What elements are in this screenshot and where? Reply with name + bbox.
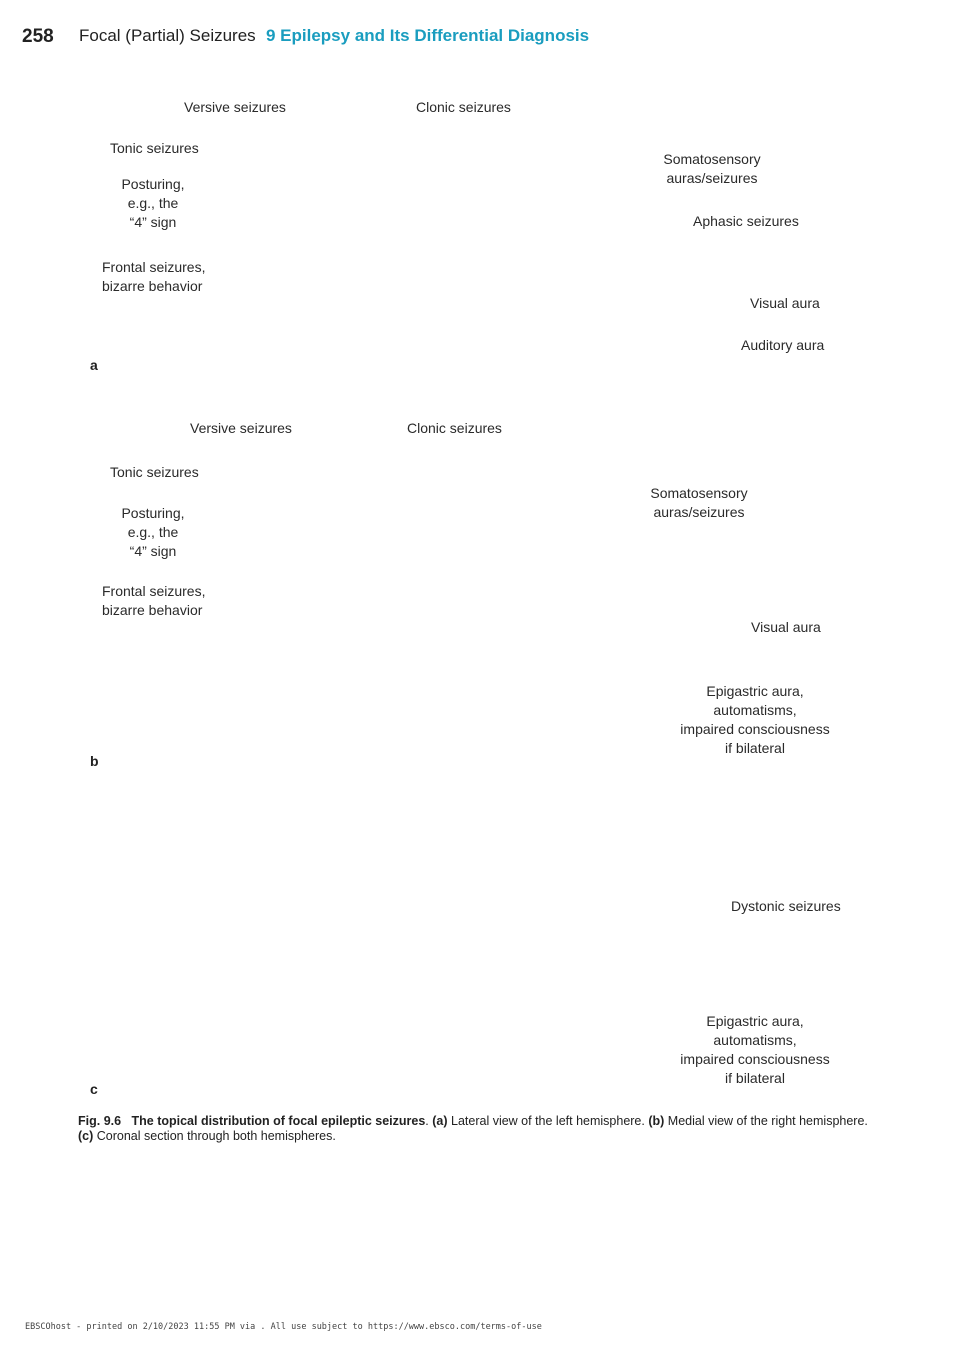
figure-title: The topical distribution of focal epileptic seizures	[131, 1114, 426, 1128]
caption-a-text: Lateral view of the left hemisphere.	[447, 1114, 649, 1128]
label-versive-seizures: Versive seizures	[190, 420, 292, 436]
label-line: Epigastric aura,	[706, 1013, 804, 1029]
figure-caption: Fig. 9.6 The topical distribution of focal epileptic seizures. (a) Lateral view of the left hemisphere. (b) Medial view of the right hemisphere. (c) Coronal section through both hemispheres.	[78, 1114, 868, 1143]
label-epigastric-aura	[670, 682, 840, 758]
label-versive-seizures: Versive seizures	[184, 99, 286, 115]
label-frontal-seizures	[102, 258, 205, 296]
label-tonic-seizures: Tonic seizures	[110, 140, 199, 156]
label-line: Somatosensory	[663, 151, 761, 167]
label-line: Posturing,	[121, 176, 185, 192]
label-line: automatisms,	[713, 702, 797, 718]
label-line: Epigastric aura,	[706, 683, 804, 699]
label-line: bizarre behavior	[102, 278, 203, 294]
label-posturing	[103, 504, 203, 561]
label-epigastric-aura	[670, 1012, 840, 1088]
label-somatosensory	[652, 150, 772, 188]
label-line: if bilateral	[725, 740, 785, 756]
label-line: impaired consciousness	[680, 1051, 830, 1067]
label-line: Somatosensory	[650, 485, 748, 501]
label-aphasic-seizures: Aphasic seizures	[693, 213, 799, 229]
label-tonic-seizures: Tonic seizures	[110, 464, 199, 480]
label-dystonic-seizures: Dystonic seizures	[731, 898, 841, 914]
chapter-title: 9 Epilepsy and Its Differential Diagnosis	[266, 26, 590, 45]
caption-a-label: (a)	[432, 1114, 448, 1128]
label-line: auras/seizures	[666, 170, 758, 186]
label-clonic-seizures: Clonic seizures	[407, 420, 502, 436]
label-visual-aura: Visual aura	[750, 295, 820, 311]
panel-letter-c: c	[90, 1081, 98, 1097]
label-posturing	[103, 175, 203, 232]
label-line: bizarre behavior	[102, 602, 203, 618]
caption-c-label: (c)	[78, 1129, 94, 1143]
page-number: 258	[22, 26, 54, 47]
caption-c-text: Coronal section through both hemispheres.	[93, 1129, 336, 1143]
panel-letter-b: b	[90, 753, 99, 769]
panel-letter-a: a	[90, 357, 98, 373]
label-line: Posturing,	[121, 505, 185, 521]
label-line: auras/seizures	[653, 504, 745, 520]
label-clonic-seizures: Clonic seizures	[416, 99, 511, 115]
label-line: e.g., the	[127, 524, 179, 540]
print-footer: EBSCOhost - printed on 2/10/2023 11:55 PM via . All use subject to https://www.ebsco.com/terms-of-use	[25, 1322, 542, 1332]
label-line: Frontal seizures,	[102, 583, 206, 599]
caption-b-label: (b)	[648, 1114, 665, 1128]
label-line: e.g., the	[127, 195, 179, 211]
label-line: “4” sign	[129, 543, 177, 559]
label-line: impaired consciousness	[680, 721, 830, 737]
label-line: if bilateral	[725, 1070, 785, 1086]
figure-label: Fig. 9.6	[78, 1114, 122, 1128]
label-line: automatisms,	[713, 1032, 797, 1048]
label-frontal-seizures	[102, 582, 205, 620]
label-line: “4” sign	[129, 214, 177, 230]
caption-b-text: Medial view of the right hemisphere.	[664, 1114, 868, 1128]
label-auditory-aura: Auditory aura	[741, 337, 825, 353]
label-line: Frontal seizures,	[102, 259, 206, 275]
label-somatosensory	[639, 484, 759, 522]
section-title: Focal (Partial) Seizures	[79, 26, 256, 45]
label-visual-aura: Visual aura	[751, 619, 821, 635]
